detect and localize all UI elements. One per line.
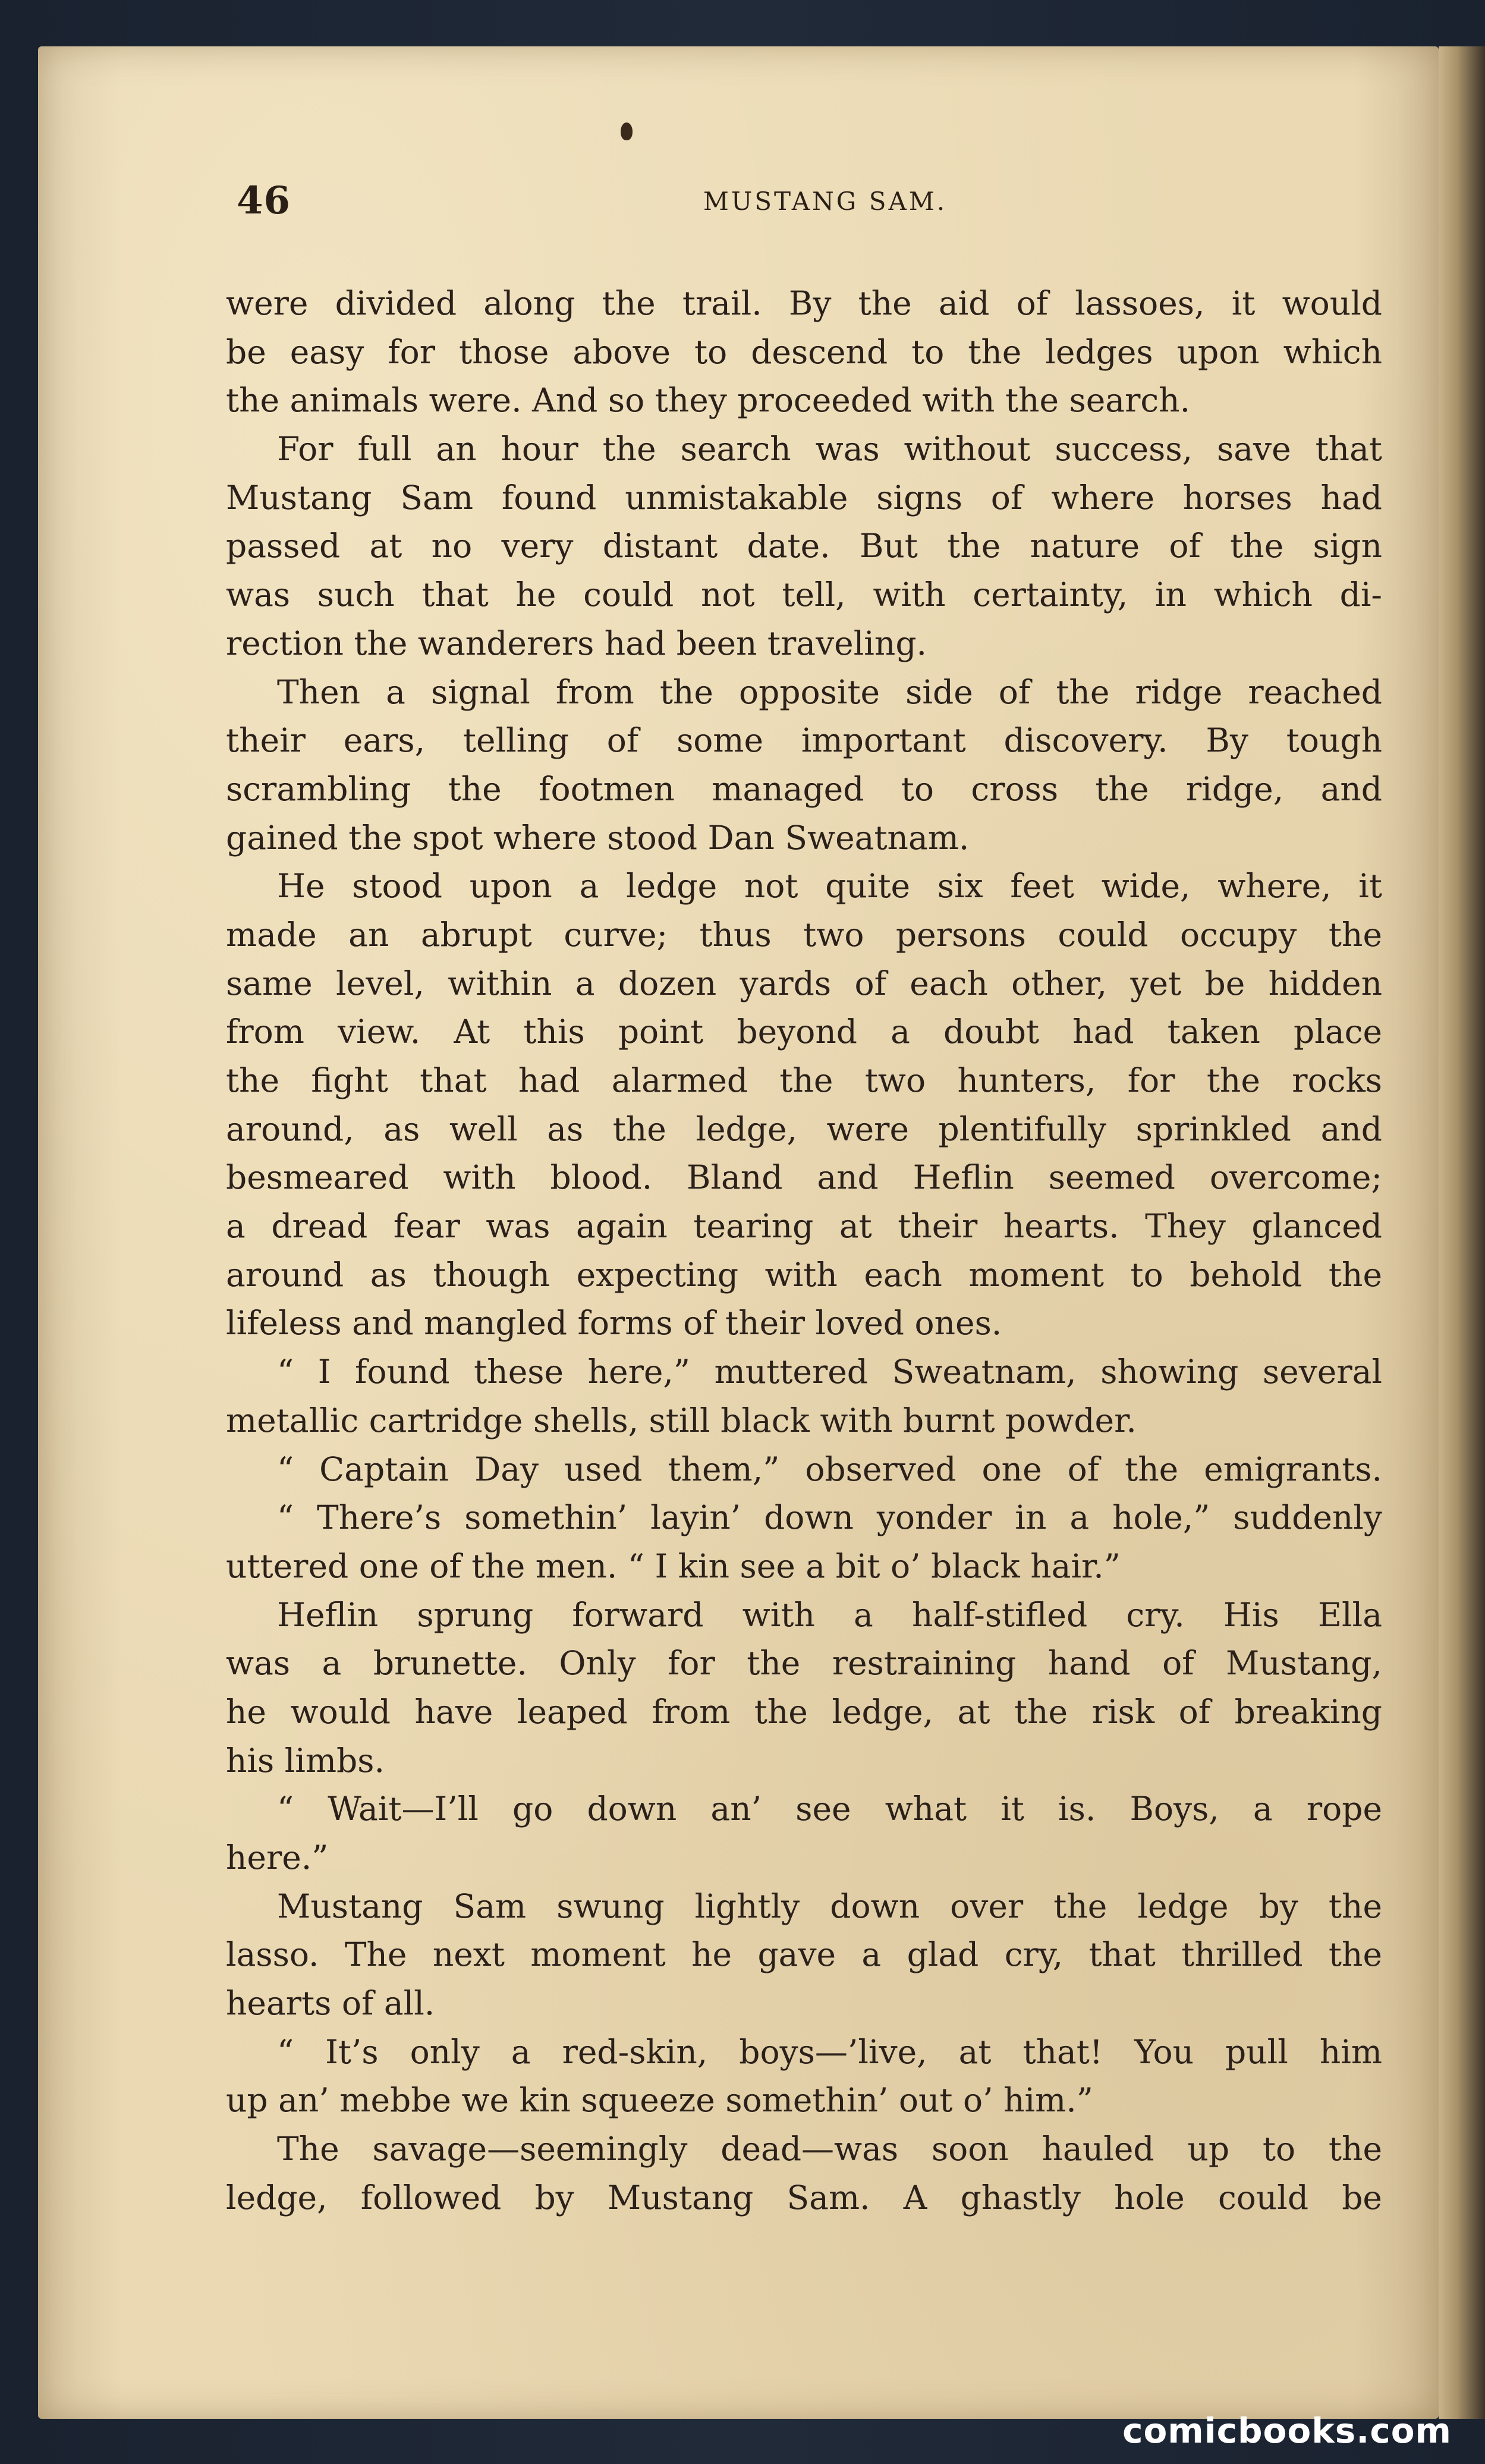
text-line: was a brunette. Only for the restraining hand of Mustang,	[226, 1644, 1382, 1683]
text-line: passed at no very distant date. But the nature of the sign	[226, 527, 1382, 565]
text-line: besmeared with blood. Bland and Heflin seemed overcome;	[226, 1158, 1382, 1197]
text-line: gained the spot where stood Dan Sweatnam.	[226, 818, 970, 857]
text-line: here.”	[226, 1838, 329, 1877]
text-line: rection the wanderers had been traveling.	[226, 624, 927, 662]
text-line: lasso. The next moment he gave a glad cry, that thrilled the	[226, 1935, 1382, 1974]
text-line: his limbs.	[226, 1741, 385, 1780]
text-line: The savage—seemingly dead—was soon hauled up to the	[277, 2130, 1382, 2168]
text-line: up an’ mebbe we kin squeeze somethin’ out o’ him.”	[226, 2081, 1093, 2120]
watermark-logo: comicbooks.com	[1122, 2410, 1452, 2451]
body-text	[226, 279, 1382, 2223]
text-line: “ I found these here,” muttered Sweatnam, showing several	[277, 1353, 1382, 1391]
text-line: from view. At this point beyond a doubt had taken place	[226, 1013, 1382, 1051]
text-line: their ears, telling of some important discovery. By tough	[226, 721, 1382, 760]
text-line: metallic cartridge shells, still black with burnt powder.	[226, 1401, 1137, 1440]
text-line: Mustang Sam swung lightly down over the ledge by the	[277, 1887, 1382, 1925]
text-line: he would have leaped from the ledge, at the risk of breaking	[226, 1692, 1382, 1731]
text-line: Heflin sprung forward with a half-stifled cry. His Ella	[277, 1595, 1382, 1634]
text-line: scrambling the footmen managed to cross the ridge, and	[226, 769, 1382, 808]
running-head: MUSTANG SAM.	[703, 187, 948, 216]
text-line: were divided along the trail. By the aid of lassoes, it would	[226, 284, 1382, 322]
text-line: He stood upon a ledge not quite six feet wide, where, it	[277, 867, 1382, 906]
text-line: a dread fear was again tearing at their hearts. They glanced	[226, 1207, 1382, 1246]
text-line: “ There’s somethin’ layin’ down yonder in a hole,” suddenly	[277, 1498, 1382, 1537]
text-line: around as though expecting with each moment to behold the	[226, 1255, 1382, 1294]
text-line: the animals were. And so they proceeded with the search.	[226, 381, 1191, 420]
text-line: For full an hour the search was without success, save that	[277, 430, 1382, 469]
text-line: was such that he could not tell, with certainty, in which di-	[226, 576, 1382, 614]
text-line: around, as well as the ledge, were plentifully sprinkled and	[226, 1110, 1382, 1148]
text-line: “ Captain Day used them,” observed one of the emigrants.	[277, 1450, 1382, 1488]
text-line: same level, within a dozen yards of each other, yet be hidden	[226, 964, 1382, 1002]
text-line: “ It’s only a red-skin, boys—’live, at that! You pull him	[277, 2032, 1382, 2071]
text-line: be easy for those above to descend to the ledges upon which	[226, 332, 1382, 371]
text-line: hearts of all.	[226, 1984, 435, 2023]
text-line: uttered one of the men. “ I kin see a bit o’ black hair.”	[226, 1547, 1121, 1585]
text-line: Then a signal from the opposite side of the ridge reached	[277, 672, 1382, 711]
text-line: ledge, followed by Mustang Sam. A ghastly hole could be	[226, 2178, 1382, 2217]
page-number: 46	[237, 178, 291, 223]
text-line: the fight that had alarmed the two hunters, for the rocks	[226, 1061, 1382, 1099]
text-line: lifeless and mangled forms of their loved ones.	[226, 1304, 1002, 1343]
text-line: Mustang Sam found unmistakable signs of where horses had	[226, 478, 1382, 517]
text-line: “ Wait—I’ll go down an’ see what it is. Boys, a rope	[277, 1790, 1382, 1828]
book-spine-edge	[1439, 46, 1485, 2419]
ink-spot	[621, 122, 633, 140]
text-line: made an abrupt curve; thus two persons could occupy the	[226, 915, 1382, 954]
page-header	[237, 178, 1390, 226]
